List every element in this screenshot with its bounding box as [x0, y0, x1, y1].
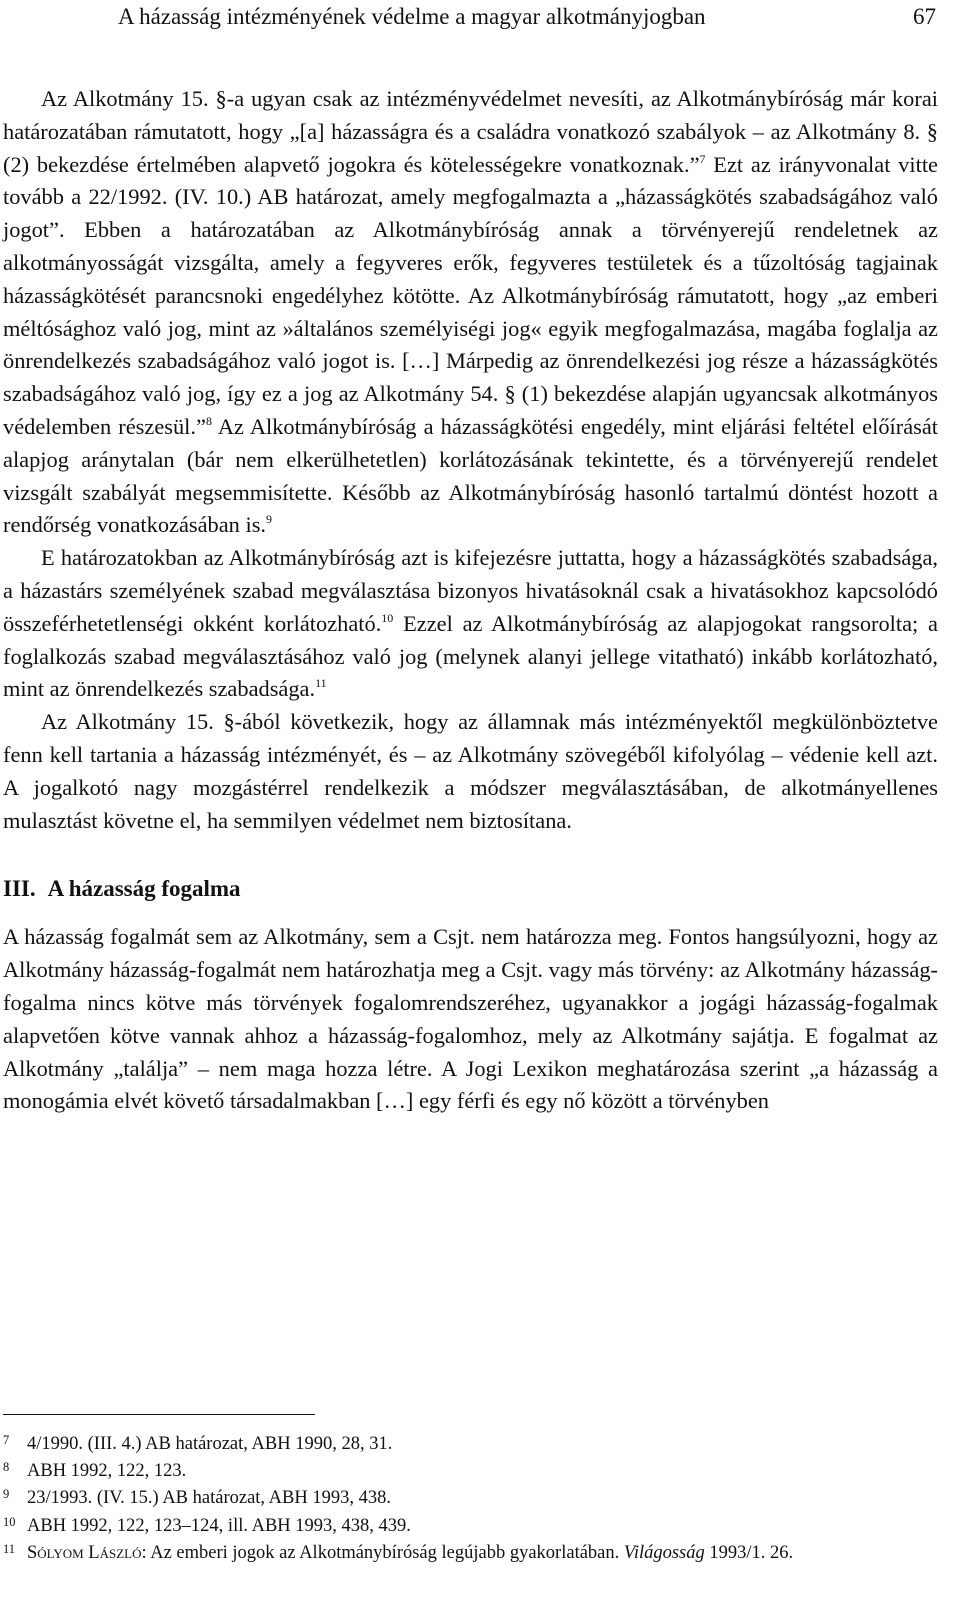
footnote-ref[interactable]: 10: [381, 610, 394, 625]
section-number: III.: [3, 876, 36, 902]
footnote: [3, 1540, 938, 1567]
footnote-text: ABH 1992, 122, 123.: [27, 1461, 187, 1482]
footnote-ref[interactable]: 11: [315, 676, 327, 691]
footnote-ref[interactable]: 8: [205, 413, 212, 428]
footnote: [3, 1431, 938, 1458]
footnote-separator: [3, 1414, 315, 1415]
section-title: A házasság fogalma: [47, 876, 241, 902]
footnote-number: 11: [3, 1541, 16, 1556]
footnote-text: : Az emberi jogok az Alkotmánybíróság legújabb gyakorlatában.: [141, 1542, 624, 1563]
footnote-journal: Világosság: [623, 1542, 705, 1563]
footnote-number: 10: [3, 1514, 16, 1529]
section-heading: [3, 873, 938, 905]
footnote: [3, 1485, 938, 1512]
footnote-text: 4/1990. (III. 4.) AB határozat, ABH 1990, 28, 31.: [27, 1434, 393, 1454]
footnote-text: 1993/1. 26.: [704, 1542, 794, 1563]
paragraph: A házasság fogalmát sem az Alkotmány, sem a Csjt. nem határozza meg. Fontos hangsúlyozni, hogy az Alkotmány házasság-fogalmát nem határozhatja meg a Csjt. vagy más törvény: az Alkotmány házasság-fogalma nincs kötve más törvények fogalomrendszeréhez, ugyanakkor a jogági házasság-fogalmak alapvetően kötve vannak ahhoz a házasság-fogalomhoz, mely az Alkotmány sajátja. E fogalmat az Alkotmány „találja” – nem maga hozza létre. A Jogi Lexikon meghatározása szerint „a házasság a monogámia elvét követő társadalmakban […] egy férfi és egy nő között a törvényben: [3, 924, 938, 1114]
footnote-text: 23/1993. (IV. 15.) AB határozat, ABH 1993, 438.: [27, 1488, 391, 1509]
footnote-number: 9: [3, 1487, 10, 1502]
footnote-ref[interactable]: 7: [699, 151, 706, 166]
footnote-number: 7: [3, 1433, 10, 1447]
footnote: [3, 1513, 938, 1540]
footnote-author: Sólyom László: [27, 1542, 142, 1563]
footnote-number: 8: [3, 1460, 10, 1475]
footnote: [3, 1458, 938, 1485]
footnote-text: ABH 1992, 122, 123–124, ill. ABH 1993, 438, 439.: [27, 1515, 411, 1536]
paragraph: E határozatokban az Alkotmánybíróság azt is kifejezésre juttatta, hogy a házasságkötés szabadsága, a házastárs személyének szabad megválasztása bizonyos hivatásoknál csak a hivatásokhoz kapcsolódó összeférhetetlenségi okként korlátozható.$^{10}$ Ezzel az Alkotmánybíróság az alapjogokat rangsorolta; a foglalkozás szabad megválasztásához való jog (melynek alanyi jellege vitatható) inkább korlátozható, mint az önrendelkezés szabadsága.$^{11}$: [3, 545, 938, 702]
body-text: [3, 83, 938, 1118]
paragraph: Az Alkotmány 15. §-ából következik, hogy az államnak más intézményektől megkülönböztetve fenn kell tartania a házasság intézményét, és – az Alkotmány szövegéből kifolyólag – védenie kell azt. A jogalkotó nagy mozgástérrel rendelkezik a módszer megválasztásában, de alkotmányellenes mulasztást követne el, ha semmilyen védelmet nem biztosítana.: [3, 709, 938, 833]
paragraph: Az Alkotmány 15. §-a ugyan csak az intézményvédelmet nevesíti, az Alkotmánybíróság már korai határozatában rámutatott, hogy „[a] házasságra és a családra vonatkozó szabályok – az Alkotmány 8. § (2) bekezdése értelmében alapvető jogokra és kötelességekre vonatkoznak.”$^7$ Ezt az irányvonalat vitte tovább a 22/1992. (IV. 10.) AB határozat, amely megfogalmazta a „házasságkötés szabadságához való jogot”. Ebben a határozatában az Alkotmánybíróság annak a törvényerejű rendeletnek az alkotmányosságát vizsgálta, amely a fegyveres erők, fegyveres testületek és a tűzoltóság tagjainak házasságkötését parancsnoki engedélyhez kötötte. Az Alkotmánybíróság rámutatott, hogy „az emberi méltósághoz való jog, mint az »általános személyiségi jog« egyik megfogalmazása, magába foglalja az önrendelkezés szabadságához való jogot is. […] Márpedig az önrendelkezési jog része a házasságkötés szabadságához való jog, így ez a jog az Alkotmány 54. § (1) bekezdése alapján ugyancsak alkotmányos védelemben részesül.”$^8$ Az Alkotmánybíróság a házasságkötési engedély, mint eljárási feltétel előírását alapjog aránytalan (bár nem elkerülhetetlen) korlátozásának tekintette, és a törvényerejű rendelet vizsgált szabályát megsemmisítette. Később az Alkotmánybíróság hasonló tartalmú döntést hozott a rendőrség vonatkozásában is.$^9$: [3, 86, 939, 538]
page-number: 67: [913, 4, 936, 29]
footnote-ref[interactable]: 9: [266, 512, 273, 527]
footnotes: [3, 1431, 938, 1567]
running-header-title: A házasság intézményének védelme a magyar alkotmányjogban: [118, 4, 706, 29]
